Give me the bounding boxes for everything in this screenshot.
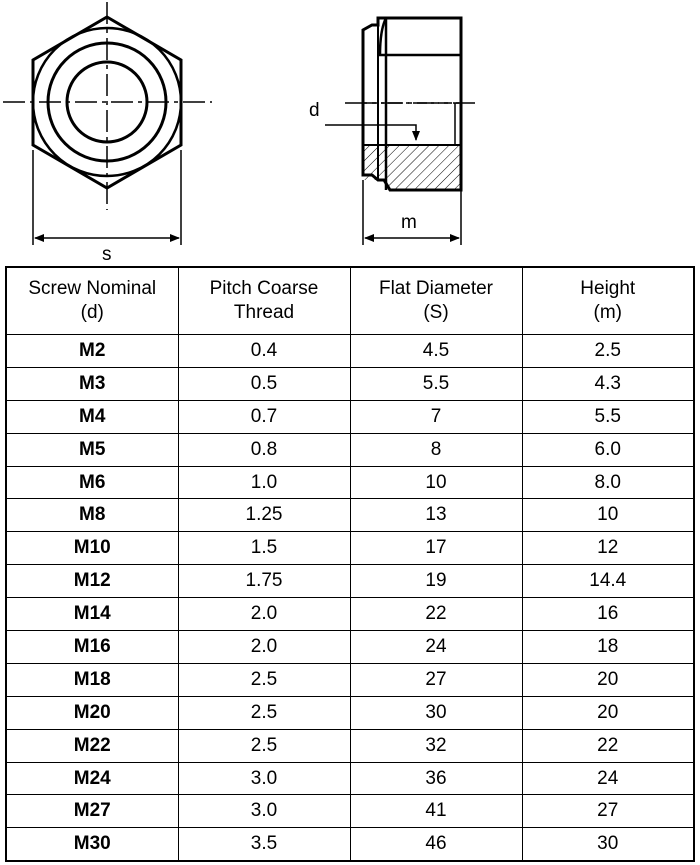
cell-height: 27 <box>522 795 694 828</box>
cell-pitch: 2.0 <box>178 631 350 664</box>
cell-height: 16 <box>522 598 694 631</box>
cell-flat-diameter: 7 <box>350 400 522 433</box>
cell-nominal: M27 <box>6 795 178 828</box>
cell-nominal: M30 <box>6 828 178 861</box>
cell-nominal: M4 <box>6 400 178 433</box>
s-dimension-label: s <box>102 244 112 265</box>
table-row <box>6 598 694 631</box>
cell-nominal: M12 <box>6 565 178 598</box>
cell-pitch: 0.7 <box>178 400 350 433</box>
cell-height: 4.3 <box>522 367 694 400</box>
cell-nominal: M8 <box>6 499 178 532</box>
cell-flat-diameter: 13 <box>350 499 522 532</box>
cell-pitch: 2.5 <box>178 696 350 729</box>
cell-height: 18 <box>522 631 694 664</box>
cell-nominal: M10 <box>6 532 178 565</box>
cell-height: 6.0 <box>522 433 694 466</box>
cell-height: 20 <box>522 696 694 729</box>
d-leader-line <box>325 125 416 140</box>
cell-pitch: 0.5 <box>178 367 350 400</box>
table-row <box>6 532 694 565</box>
cell-flat-diameter: 17 <box>350 532 522 565</box>
cell-pitch: 3.0 <box>178 762 350 795</box>
cell-nominal: M2 <box>6 335 178 368</box>
table-row <box>6 696 694 729</box>
table-row <box>6 367 694 400</box>
table-row <box>6 335 694 368</box>
cell-flat-diameter: 30 <box>350 696 522 729</box>
cell-height: 5.5 <box>522 400 694 433</box>
cell-height: 10 <box>522 499 694 532</box>
table-row <box>6 663 694 696</box>
cell-height: 20 <box>522 663 694 696</box>
header-pitch-coarse-thread: Pitch Coarse Thread <box>178 267 350 335</box>
cell-nominal: M20 <box>6 696 178 729</box>
cell-height: 2.5 <box>522 335 694 368</box>
table-row <box>6 729 694 762</box>
cell-nominal: M6 <box>6 466 178 499</box>
cell-flat-diameter: 5.5 <box>350 367 522 400</box>
cell-nominal: M14 <box>6 598 178 631</box>
cell-flat-diameter: 24 <box>350 631 522 664</box>
table-row <box>6 499 694 532</box>
d-dimension-label: d <box>309 100 320 121</box>
table-row <box>6 762 694 795</box>
cell-pitch: 3.5 <box>178 828 350 861</box>
cell-flat-diameter: 19 <box>350 565 522 598</box>
m-dimension-label: m <box>401 212 417 233</box>
cell-flat-diameter: 41 <box>350 795 522 828</box>
cell-flat-diameter: 10 <box>350 466 522 499</box>
cap-top-curve <box>380 18 461 55</box>
table-header-row <box>6 267 694 335</box>
nut-spec-table <box>5 266 695 862</box>
cell-height: 12 <box>522 532 694 565</box>
table-row <box>6 631 694 664</box>
cell-pitch: 0.4 <box>178 335 350 368</box>
cell-nominal: M24 <box>6 762 178 795</box>
cell-nominal: M16 <box>6 631 178 664</box>
cell-height: 14.4 <box>522 565 694 598</box>
header-height: Height (m) <box>522 267 694 335</box>
cell-pitch: 1.75 <box>178 565 350 598</box>
cell-flat-diameter: 8 <box>350 433 522 466</box>
cell-flat-diameter: 22 <box>350 598 522 631</box>
cell-nominal: M22 <box>6 729 178 762</box>
header-screw-nominal: Screw Nominal (d) <box>6 267 178 335</box>
table-row <box>6 466 694 499</box>
cell-pitch: 3.0 <box>178 795 350 828</box>
table-row <box>6 433 694 466</box>
cell-height: 24 <box>522 762 694 795</box>
cell-flat-diameter: 27 <box>350 663 522 696</box>
cell-pitch: 2.5 <box>178 663 350 696</box>
cell-flat-diameter: 36 <box>350 762 522 795</box>
cell-pitch: 2.0 <box>178 598 350 631</box>
cell-height: 8.0 <box>522 466 694 499</box>
cell-pitch: 0.8 <box>178 433 350 466</box>
table-row <box>6 828 694 861</box>
nut-side-section-view <box>309 18 478 245</box>
cell-pitch: 2.5 <box>178 729 350 762</box>
hex-nut-front-view <box>3 2 212 265</box>
cell-height: 30 <box>522 828 694 861</box>
cell-pitch: 1.0 <box>178 466 350 499</box>
table-row <box>6 400 694 433</box>
cell-flat-diameter: 32 <box>350 729 522 762</box>
header-flat-diameter: Flat Diameter (S) <box>350 267 522 335</box>
cell-height: 22 <box>522 729 694 762</box>
cell-nominal: M18 <box>6 663 178 696</box>
table-row <box>6 565 694 598</box>
cell-pitch: 1.5 <box>178 532 350 565</box>
cell-nominal: M3 <box>6 367 178 400</box>
cell-flat-diameter: 46 <box>350 828 522 861</box>
cell-pitch: 1.25 <box>178 499 350 532</box>
cell-flat-diameter: 4.5 <box>350 335 522 368</box>
cell-nominal: M5 <box>6 433 178 466</box>
nut-technical-drawing <box>0 0 700 265</box>
table-row <box>6 795 694 828</box>
